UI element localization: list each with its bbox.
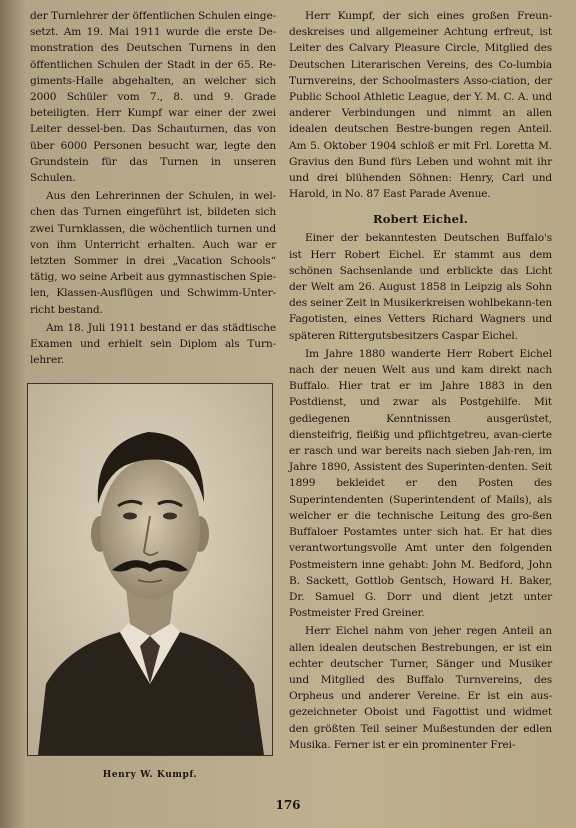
right-paragraph-2: Im Jahre 1880 wanderte Herr Robert Eichel nach der neuen Welt aus und kam direkt nach Buffalo. Hier trat er im Jahre 1883 in den Postdienst, und zwar als Postgehilfe. Mit gediegenen Kenntnissen ausgerüstet, diensteifrig, fleißig und pflichtgetreu, avan-cierte er rasch und war bereits nach sieben Jah-ren, im Jahre 1890, Assistent des Superinten-denten. Seit 1899 bekleidet er den Posten des Superintendenten (Superintendent of Mails), als welcher er die technische Leitung des gro-ßen Buffaloer Postamtes unter sich hat. Er hat dies verantwortungsvolle Amt unter den folgenden Postmeistern inne gehabt: John M. Bedford, John B. Sackett, Gottlob Gentsch, Howard H. Baker, Dr. Samuel G. Dorr und dient jetzt unter Postmeister Fred Greiner. — [289, 347, 552, 620]
page-number: 176 — [275, 798, 301, 812]
right-paragraph-1: Einer der bekanntesten Deutschen Buffalo's ist Herr Robert Eichel. Er stammt aus dem schönen Sachsenlande und erblickte das Licht der Welt am 26. August 1858 in Leipzig als Sohn des seiner Zeit in Musikerkreisen wohlbekann-ten Fagotisten, eines Vetters Richard Wagners und späteren Rittergutsbesitzers Caspar Eichel. — [289, 232, 552, 342]
right-paragraph-3: Herr Eichel nahm von jeher regen Anteil an allen idealen deutschen Bestrebungen, er ist ein echter deutscher Turner, Sänger und Musiker und Mitglied des Buffalo Turnvereins, des Orpheus und anderer Vereine. Er ist ein aus-gezeichneter Oboist und Fagottist und widmet den größten Teil seiner Mußestunden der edlen Musika. Ferner ist er ein prominenter Frei- — [289, 625, 552, 751]
section-heading: Robert Eichel. — [373, 212, 468, 227]
left-column — [30, 8, 276, 368]
photo-caption: Henry W. Kumpf. — [102, 770, 198, 780]
left-paragraph-2: Aus den Lehrerinnen der Schulen, in wel-chen das Turnen eingeführt ist, bildeten sich zwei Turnklassen, die wöchentlich turnen und von ihm Unterricht erhalten. Auch war er letzten Sommer in drei „Vacation Schools“ tätig, wo seine Arbeit aus gymnastischen Spie-len, Klassen-Ausflügen und Schwimm-Unter-richt bestand. — [30, 190, 276, 316]
left-paragraph-1: der Turnlehrer der öffentlichen Schulen einge-setzt. Am 19. Mai 1911 wurde die erste De-monstration des Deutschen Turnens in den öffentlichen Schulen der Stadt in der 65. Re-giments-Halle abgehalten, an welcher sich 2000 Schüler vom 7., 8. und 9. Grade beteiligten. Herr Kumpf war einer der zwei Leiter dessel-ben. Das Schauturnen, das von über 6000 Personen besucht war, legte den Grundstein für das Turnen in unseren Schulen. — [30, 10, 276, 185]
left-paragraph-3: Am 18. Juli 1911 bestand er das städtische Examen und erhielt sein Diplom als Turn-lehrer. — [30, 321, 276, 367]
right-paragraph-intro: Herr Kumpf, der sich eines großen Freun-deskreises und allgemeiner Achtung erfreut, ist Leiter des Calvary Pleasure Circle, Mitglied des Deutschen Literarischen Vereins, des Co-lumbia Turnvereins, der Schoolmasters Asso-ciation, der Public School Athletic League, der Y. M. C. A. und anderer Verbindungen und nimmt an allen idealen deutschen Bestre-bungen regen Anteil. Am 5. Oktober 1904 schloß er mit Frl. Loretta M. Gravius den Bund fürs Leben und wohnt mit ihr und drei blühenden Söhnen: Henry, Carl und Harold, in No. 87 East Parade Avenue. — [289, 10, 552, 201]
portrait-illustration — [28, 384, 272, 755]
right-column — [289, 8, 552, 753]
portrait-photo — [27, 383, 273, 756]
